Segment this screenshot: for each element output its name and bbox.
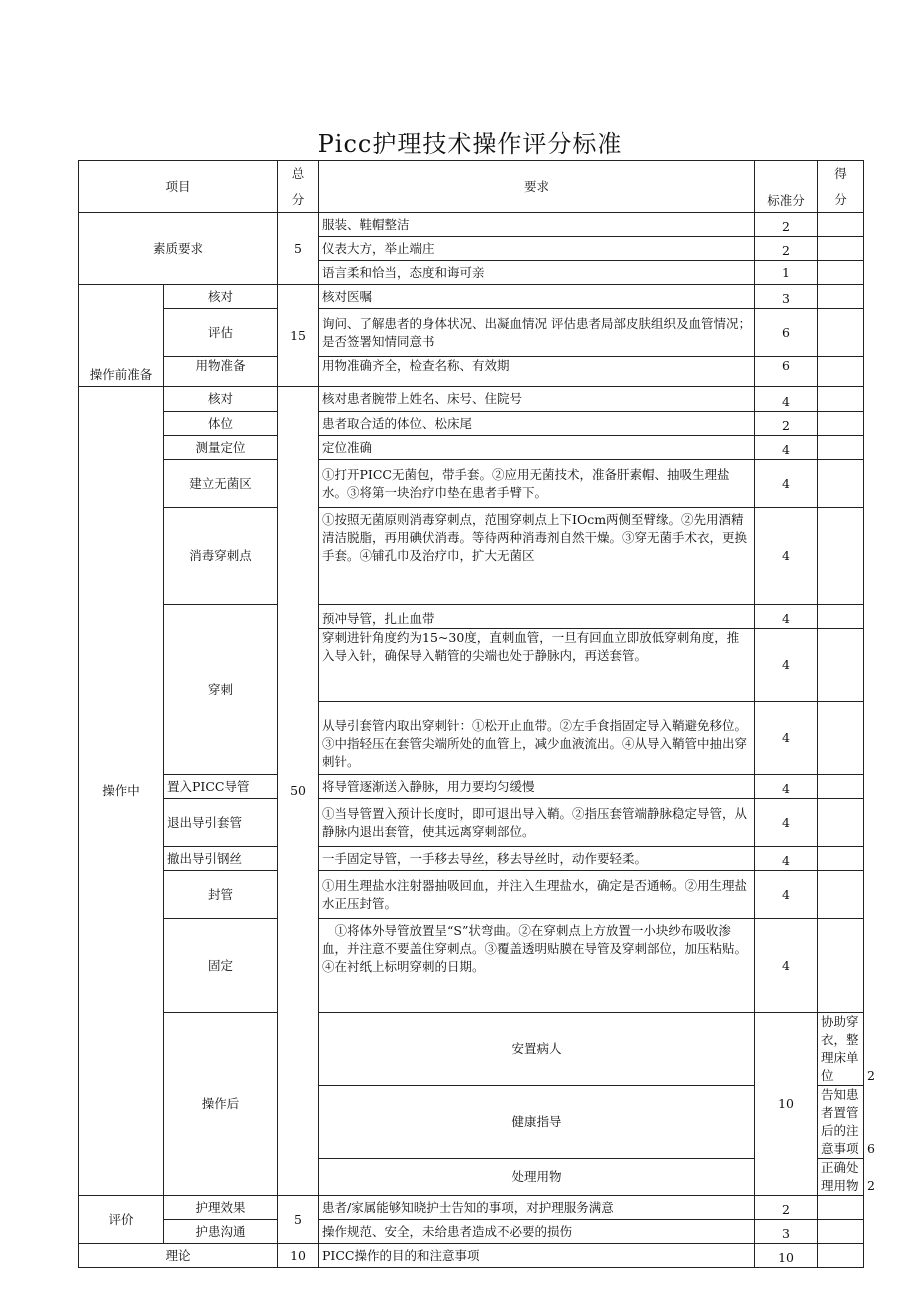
requirement-cell: ①将体外导管放置呈“S”状弯曲。②在穿刺点上方放置一小块纱布吸收渗血，并注意不要盖住穿刺点。③覆盖透明贴膜在导管及穿刺部位，加压粘贴。④在衬纸上标明穿刺的日期。	[319, 919, 755, 1013]
requirement-cell: 操作规范、安全，未给患者造成不必要的损伤	[319, 1220, 755, 1244]
section-pre-total: 15	[278, 285, 319, 387]
sub-item: 穿刺	[164, 605, 278, 775]
standard-score-cell: 4	[755, 871, 818, 919]
requirement-cell: ①用生理盐水注射器抽吸回血，并注入生理盐水，确定是否通畅。②用生理盐水正压封管。	[319, 871, 755, 919]
score-cell[interactable]	[818, 508, 864, 605]
score-cell[interactable]	[818, 629, 864, 702]
score-cell[interactable]	[818, 309, 864, 357]
standard-score-cell: 2	[755, 412, 818, 436]
sub-item: 处理用物	[319, 1159, 755, 1196]
page-title: Picc护理技术操作评分标准	[317, 130, 623, 158]
requirement-cell: 将导管逐渐送入静脉，用力要均匀缓慢	[319, 775, 755, 799]
standard-score-cell: 1	[755, 261, 818, 285]
standard-score-cell: 3	[755, 1220, 818, 1244]
header-requirement: 要求	[319, 161, 755, 213]
section-after-total: 10	[755, 1013, 818, 1196]
requirement-cell: 询问、了解患者的身体状况、出凝血情况 评估患者局部皮肤组织及血管情况；是否签署知情同意书	[319, 309, 755, 357]
standard-score-cell: 4	[755, 702, 818, 775]
sub-item: 封管	[164, 871, 278, 919]
score-cell[interactable]	[818, 799, 864, 847]
standard-score-cell: 4	[755, 847, 818, 871]
standard-score-cell: 6	[755, 309, 818, 357]
score-cell[interactable]	[818, 412, 864, 436]
score-cell[interactable]	[818, 775, 864, 799]
table-row	[79, 1244, 864, 1268]
standard-score-cell: 2	[755, 237, 818, 261]
table-row	[79, 605, 864, 629]
sub-item: 消毒穿刺点	[164, 508, 278, 605]
table-row	[79, 1220, 864, 1244]
header-item: 项目	[79, 161, 278, 213]
standard-score-cell: 4	[755, 799, 818, 847]
score-cell[interactable]	[818, 605, 864, 629]
section-pre: 操作前准备	[79, 285, 164, 387]
scoring-table	[78, 160, 875, 1268]
standard-score-cell: 4	[755, 775, 818, 799]
standard-score-cell: 4	[755, 919, 818, 1013]
requirement-cell: 定位准确	[319, 436, 755, 460]
table-row	[79, 799, 864, 847]
section-eval: 评价	[79, 1196, 164, 1244]
section-after: 操作后	[164, 1013, 278, 1196]
table-row	[79, 1196, 864, 1220]
sub-item: 用物准备	[164, 357, 278, 387]
sub-item: 测量定位	[164, 436, 278, 460]
header-standard-score: 标准分	[755, 161, 818, 213]
score-cell[interactable]	[818, 847, 864, 871]
standard-score-cell: 2	[755, 1196, 818, 1220]
sub-item: 核对	[164, 387, 278, 412]
standard-score-cell: 6	[755, 357, 818, 387]
standard-score-cell: 4	[755, 605, 818, 629]
standard-score-cell: 3	[755, 285, 818, 309]
score-cell[interactable]	[818, 285, 864, 309]
score-cell[interactable]	[818, 237, 864, 261]
table-row	[79, 285, 864, 309]
requirement-cell: 核对患者腕带上姓名、床号、住院号	[319, 387, 755, 412]
header-score: 得 分	[818, 161, 864, 213]
sub-item: 评估	[164, 309, 278, 357]
score-cell[interactable]	[818, 436, 864, 460]
section-theory: 理论	[79, 1244, 278, 1268]
score-cell[interactable]	[818, 213, 864, 237]
sub-item: 安置病人	[319, 1013, 755, 1086]
table-row	[79, 357, 864, 387]
score-cell[interactable]	[818, 387, 864, 412]
score-cell[interactable]	[818, 871, 864, 919]
score-cell[interactable]	[818, 1220, 864, 1244]
requirement-cell: 穿刺进针角度约为15~30度，直刺血管，一旦有回血立即放低穿刺角度，推入导入针，确保导入鞘管的尖端也处于静脉内，再送套管。	[319, 629, 755, 702]
standard-score-cell: 4	[755, 629, 818, 702]
sub-item: 体位	[164, 412, 278, 436]
score-cell[interactable]	[818, 261, 864, 285]
standard-score-cell: 2	[755, 213, 818, 237]
table-row	[79, 387, 864, 412]
table-row	[79, 775, 864, 799]
table-header-row	[79, 161, 864, 213]
requirement-cell: ①当导管置入预计长度时，即可退出导入鞘。②指压套管端静脉稳定导管，从静脉内退出套管，使其远离穿刺部位。	[319, 799, 755, 847]
table-row	[79, 412, 864, 436]
standard-score-cell: 4	[755, 436, 818, 460]
table-row	[79, 508, 864, 605]
section-eval-total: 5	[278, 1196, 319, 1244]
requirement-cell: 协助穿衣，整理床单位	[818, 1013, 864, 1086]
requirement-cell: 预冲导管，扎止血带	[319, 605, 755, 629]
sub-item: 置入PICC导管	[164, 775, 278, 799]
requirement-cell: 核对医嘱	[319, 285, 755, 309]
requirement-cell: 服装、鞋帽整洁	[319, 213, 755, 237]
requirement-cell: ①打开PICC无菌包，带手套。②应用无菌技术，准备肝素帽、抽吸生理盐水。③将第一块治疗巾垫在患者手臂下。	[319, 460, 755, 508]
table-row	[79, 309, 864, 357]
standard-score-cell: 4	[755, 387, 818, 412]
table-row: 健康指导 告知患者置管后的注意事项 6	[79, 1086, 864, 1159]
requirement-cell: 语言柔和恰当，态度和诲可亲	[319, 261, 755, 285]
sub-item: 建立无菌区	[164, 460, 278, 508]
score-cell[interactable]	[818, 1244, 864, 1268]
score-cell[interactable]	[818, 702, 864, 775]
requirement-cell: 正确处理用物	[818, 1159, 864, 1196]
table-row	[79, 847, 864, 871]
table-row	[79, 436, 864, 460]
sub-item: 核对	[164, 285, 278, 309]
requirement-cell: ①按照无菌原则消毒穿刺点，范围穿刺点上下IOcm两侧至臂缘。②先用酒精清洁脱脂，再用碘伏消毒。等待两种消毒剂自然干燥。③穿无菌手术衣，更换手套。④铺孔巾及治疗巾，扩大无菌区	[319, 508, 755, 605]
section-theory-total: 10	[278, 1244, 319, 1268]
requirement-cell: 仪表大方，举止端庄	[319, 237, 755, 261]
standard-score-cell: 4	[755, 508, 818, 605]
sub-item: 固定	[164, 919, 278, 1013]
table-row	[79, 871, 864, 919]
table-row: 处理用物 正确处理用物 2	[79, 1159, 864, 1196]
section-during-total: 50	[278, 387, 319, 1196]
section-quality-total: 5	[278, 213, 319, 285]
sub-item: 撤出导引钢丝	[164, 847, 278, 871]
table-row: 操作后 安置病人 10 协助穿衣，整理床单位 2	[79, 1013, 864, 1086]
sub-item: 退出导引套管	[164, 799, 278, 847]
sub-item: 护理效果	[164, 1196, 278, 1220]
standard-score-cell: 10	[755, 1244, 818, 1268]
requirement-cell: 一手固定导管，一手移去导丝，移去导丝时，动作要轻柔。	[319, 847, 755, 871]
score-cell[interactable]	[818, 1196, 864, 1220]
standard-score-cell: 4	[755, 460, 818, 508]
requirement-cell: 从导引套管内取出穿刺针：①松开止血带。②左手食指固定导入鞘避免移位。③中指轻压在套管尖端所处的血管上，减少血液流出。④从导入鞘管中抽出穿刺针。	[319, 702, 755, 775]
sub-item: 健康指导	[319, 1086, 755, 1159]
score-cell[interactable]	[818, 919, 864, 1013]
score-cell[interactable]	[818, 357, 864, 387]
requirement-cell: 患者取合适的体位、松床尾	[319, 412, 755, 436]
table-row	[79, 213, 864, 237]
requirement-cell: 告知患者置管后的注意事项	[818, 1086, 864, 1159]
section-during: 操作中	[79, 387, 164, 1196]
table-row	[79, 460, 864, 508]
section-quality: 素质要求	[79, 213, 278, 285]
table-row	[79, 919, 864, 1013]
header-total: 总 分	[278, 161, 319, 213]
score-cell[interactable]	[818, 460, 864, 508]
requirement-cell: 患者/家属能够知晓护士告知的事项，对护理服务满意	[319, 1196, 755, 1220]
sub-item: 护患沟通	[164, 1220, 278, 1244]
requirement-cell: 用物准确齐全，检查名称、有效期	[319, 357, 755, 387]
requirement-cell: PICC操作的目的和注意事项	[319, 1244, 755, 1268]
